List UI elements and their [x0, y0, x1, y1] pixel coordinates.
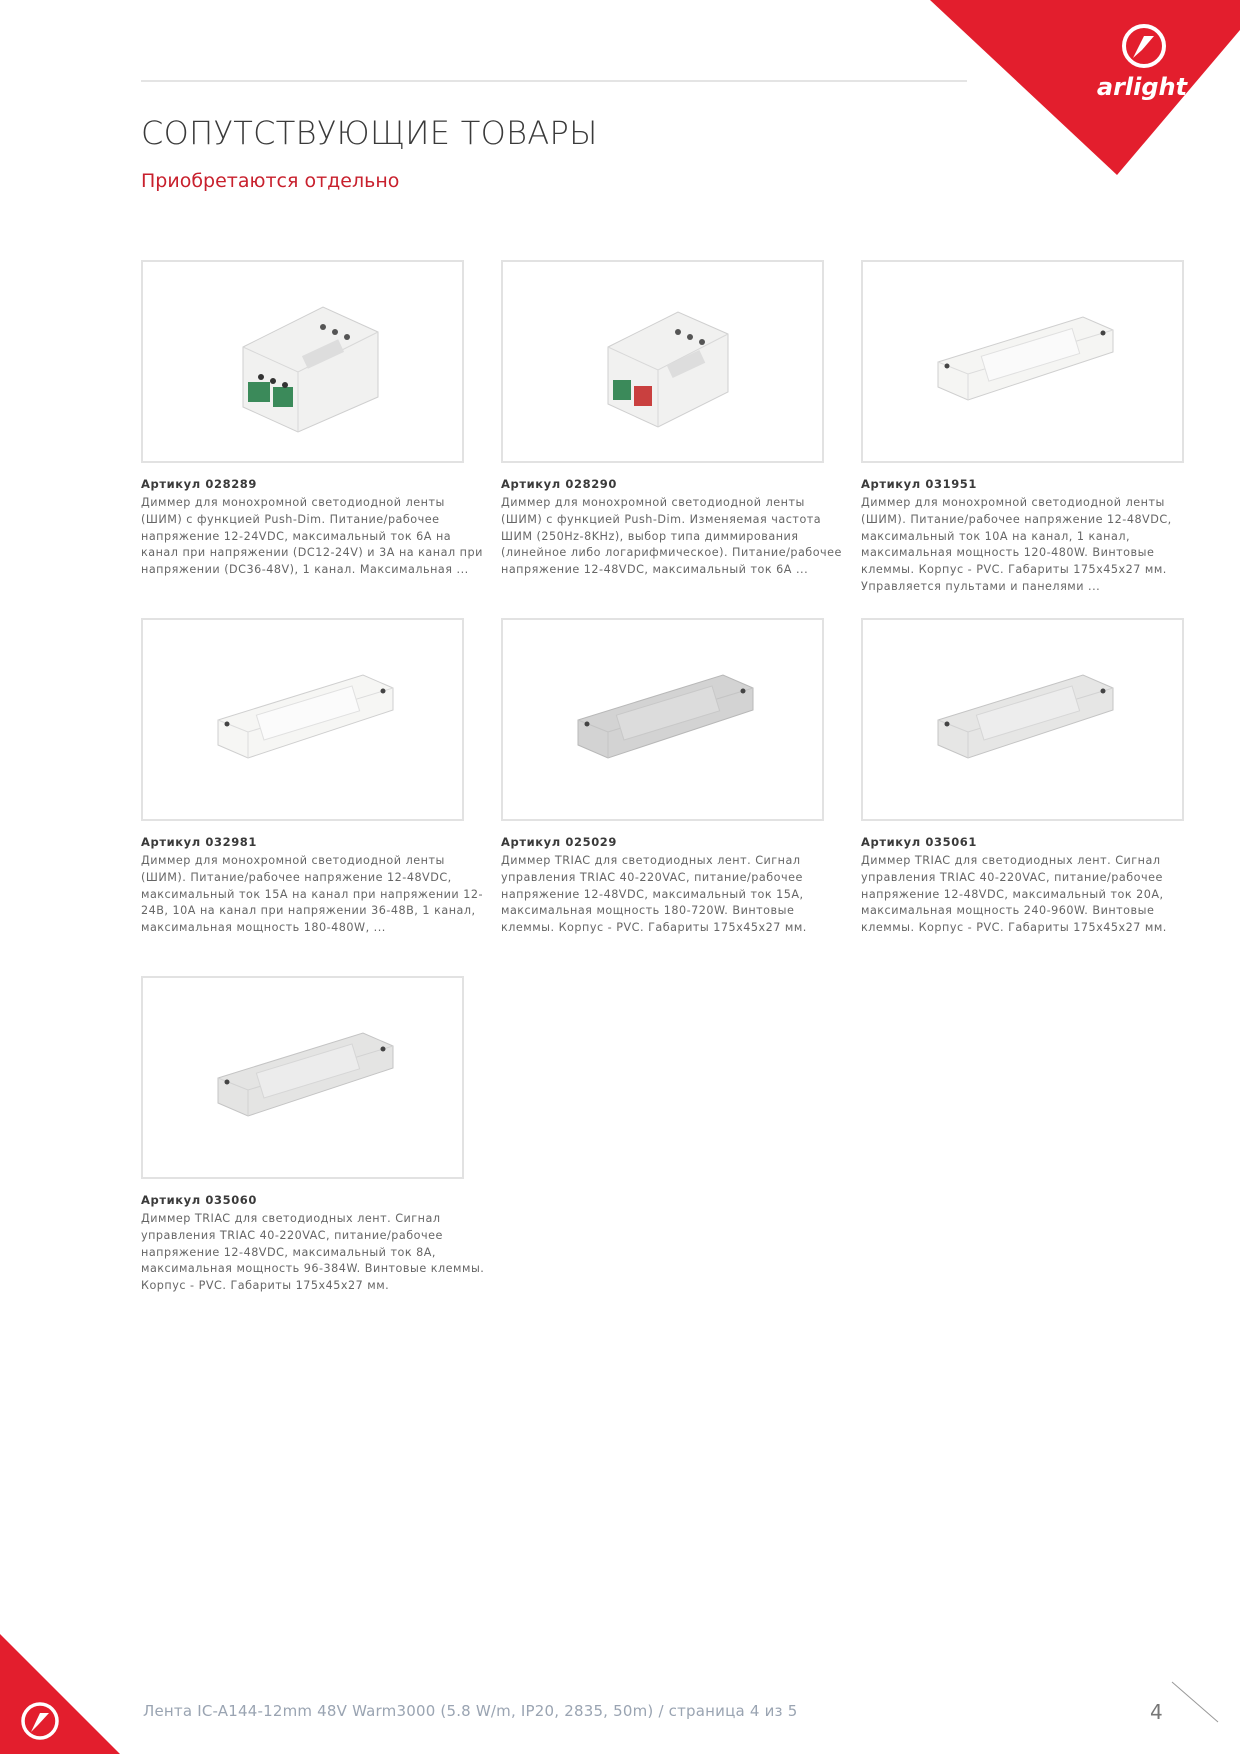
- product-image-frame[interactable]: [861, 260, 1184, 463]
- product-article: Артикул 035061: [861, 835, 977, 849]
- product-card[interactable]: [141, 618, 486, 937]
- product-card[interactable]: [501, 260, 846, 579]
- brand-corner-top: [930, 0, 1240, 175]
- product-image-frame[interactable]: [501, 618, 824, 821]
- page-number: 4: [1150, 1700, 1163, 1724]
- product-image: [203, 1018, 403, 1138]
- product-description: Диммер для монохромной светодиодной ленты (ШИМ). Питание/рабочее напряжение 12-48VDC, максимальный ток 15А на канал при напряжении 12-24В, 10А на канал при напряжении 36-48В, 1 канал, максимальная мощность 180-480W, ...: [141, 854, 484, 935]
- brand-corner-bottom: [0, 1594, 120, 1754]
- product-article: Артикул 035060: [141, 1193, 257, 1207]
- top-divider: [141, 80, 967, 82]
- product-image: [578, 292, 748, 432]
- product-image-frame[interactable]: [141, 618, 464, 821]
- product-card[interactable]: [141, 260, 486, 579]
- product-description: Диммер для монохромной светодиодной ленты (ШИМ) с функцией Push-Dim. Изменяемая частота ШИМ (250Hz-8KHz), выбор типа диммирования (линейное либо логарифмическое). Питание/рабочее напряжение 12-48VDC, максимальный ток 6А ...: [501, 496, 842, 577]
- product-article: Артикул 025029: [501, 835, 617, 849]
- product-description: Диммер TRIAC для светодиодных лент. Сигнал управления TRIAC 40-220VAC, питание/рабочее напряжение 12-48VDC, максимальный ток 20А, максимальная мощность 240-960W. Винтовые клеммы. Корпус - PVC. Габариты 175x45x27 мм.: [861, 854, 1167, 935]
- product-description: Диммер для монохромной светодиодной ленты (ШИМ). Питание/рабочее напряжение 12-48VDC, максимальный ток 10А на канал, 1 канал, максимальная мощность 120-480W. Винтовые клеммы. Корпус - PVC. Габариты 175x45x27 мм. Управляется пультами и панелями ...: [861, 496, 1172, 593]
- product-description: Диммер для монохромной светодиодной ленты (ШИМ) с функцией Push-Dim. Питание/рабочее напряжение 12-24VDC, максимальный ток 6А на канал при напряжении (DC12-24V) и 3А на канал при напряжении (DC36-48V), 1 канал. Максимальная ...: [141, 496, 483, 577]
- product-image-frame[interactable]: [861, 618, 1184, 821]
- product-image: [203, 660, 403, 780]
- page-subtitle: Приобретаются отдельно: [141, 170, 400, 192]
- product-image-frame[interactable]: [501, 260, 824, 463]
- product-article: Артикул 028290: [501, 477, 617, 491]
- product-card[interactable]: [861, 618, 1206, 937]
- product-image-frame[interactable]: [141, 976, 464, 1179]
- product-card[interactable]: [861, 260, 1206, 596]
- product-card[interactable]: [501, 618, 846, 937]
- product-image-frame[interactable]: [141, 260, 464, 463]
- product-article: Артикул 031951: [861, 477, 977, 491]
- product-article: Артикул 028289: [141, 477, 257, 491]
- brand-logo-text: arlight: [1096, 73, 1188, 101]
- page-title: СОПУТСТВУЮЩИЕ ТОВАРЫ: [141, 114, 598, 152]
- product-image: [923, 302, 1123, 422]
- product-description: Диммер TRIAC для светодиодных лент. Сигнал управления TRIAC 40-220VAC, питание/рабочее напряжение 12-48VDC, максимальный ток 15А, максимальная мощность 180-720W. Винтовые клеммы. Корпус - PVC. Габариты 175x45x27 мм.: [501, 854, 807, 935]
- product-image: [203, 287, 403, 437]
- product-card[interactable]: [141, 976, 486, 1295]
- product-image: [923, 660, 1123, 780]
- page-corner-decoration: [1170, 1680, 1220, 1724]
- product-description: Диммер TRIAC для светодиодных лент. Сигнал управления TRIAC 40-220VAC, питание/рабочее напряжение 12-48VDC, максимальный ток 8А, максимальная мощность 96-384W. Винтовые клеммы. Корпус - PVC. Габариты 175x45x27 мм.: [141, 1212, 485, 1293]
- product-article: Артикул 032981: [141, 835, 257, 849]
- product-image: [563, 660, 763, 780]
- footer-product-info: Лента IC-A144-12mm 48V Warm3000 (5.8 W/m, IP20, 2835, 50m) / страница 4 из 5: [143, 1702, 798, 1720]
